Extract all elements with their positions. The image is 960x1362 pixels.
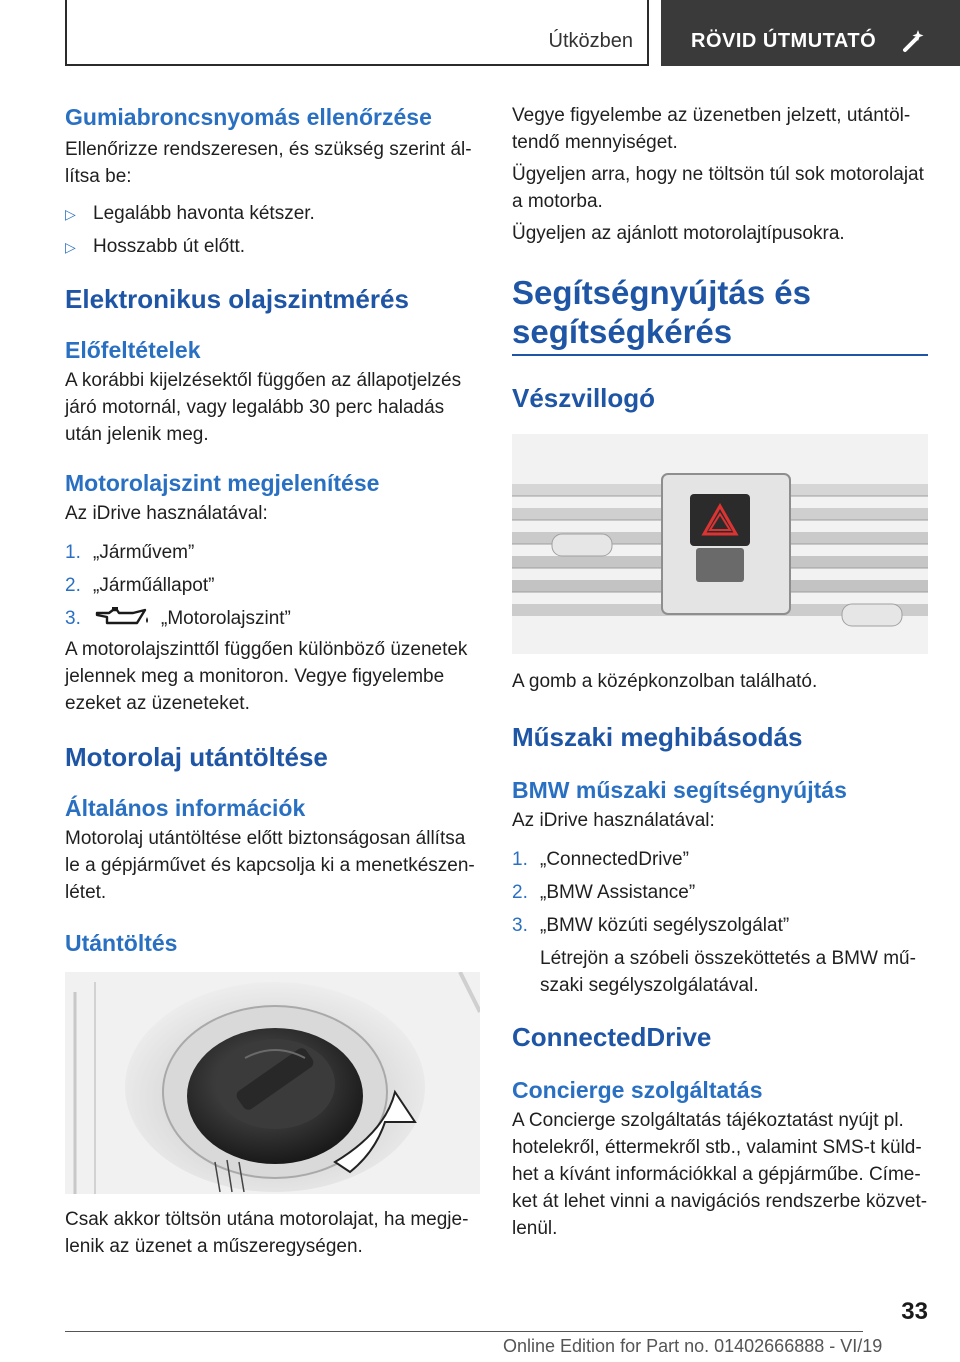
- page-number: 33: [901, 1298, 928, 1325]
- oil-type-text: Ügyeljen az ajánlott motorolajtípusokra.: [512, 223, 845, 244]
- refill-quantity-text: Vegye figyelembe az üzenetben jelzett, utántöl- tendő mennyiséget.: [512, 105, 911, 153]
- bmw-assist-heading: BMW műszaki segítségnyújtás: [512, 777, 847, 803]
- connected-drive-heading: ConnectedDrive: [512, 1022, 712, 1052]
- step-number: 2.: [65, 575, 81, 596]
- step-text: „Motorolajszint”: [161, 608, 291, 629]
- breakdown-heading: Műszaki meghibásodás: [512, 722, 803, 752]
- footer-rule: [65, 1331, 863, 1332]
- step-number: 3.: [512, 915, 528, 936]
- list-item: [65, 233, 480, 261]
- quick-guide-tab-label: RÖVID ÚTMUTATÓ: [691, 30, 877, 52]
- overfill-warning-text: Ügyeljen arra, hogy ne töltsön túl sok motorolajat a motorba.: [512, 164, 924, 212]
- help-heading: [512, 273, 928, 351]
- oil-filler-cap-drawing: [65, 972, 480, 1194]
- oil-display-text: A motorolajszinttől függően különböző üzenetek jelennek meg a monitoron. Vegye figyelembe ezeket az üzeneteket.: [65, 639, 468, 714]
- oil-refill-heading: Motorolaj utántöltése: [65, 742, 328, 772]
- list-item-text: Hosszabb út előtt.: [93, 236, 246, 257]
- header-frame: [65, 0, 649, 66]
- oil-can-icon: [93, 605, 151, 629]
- help-heading-line-2: segítségkérés: [512, 313, 733, 350]
- help-heading-line-1: Segítségnyújtás és: [512, 274, 811, 311]
- step-number: 2.: [512, 882, 528, 903]
- step-item: [512, 912, 928, 939]
- oil-filler-cap-image: [65, 972, 480, 1194]
- concierge-text: A Concierge szolgáltatás tájékoztatást nyújt pl. hotelekről, éttermekről stb., valamint SMS-t küld- het a kívánt információkkal a gépjárműbe. Címe- ket át lehet vinni a navigációs rendszerbe közvet- lenül.: [512, 1110, 928, 1239]
- step-number: 3.: [65, 608, 81, 629]
- quick-guide-tab[interactable]: [661, 0, 960, 66]
- step-item: [65, 605, 480, 632]
- right-column: [512, 102, 928, 1242]
- step-text: „BMW közúti segélyszolgálat”: [540, 915, 790, 936]
- hazard-caption: A gomb a középkonzolban található.: [512, 671, 818, 692]
- step-item: [512, 879, 928, 906]
- hazard-button-image: [512, 434, 928, 654]
- refilling-heading: Utántöltés: [65, 930, 178, 956]
- list-item: [65, 200, 480, 228]
- general-info-heading: Általános információk: [65, 795, 306, 821]
- step-number: 1.: [512, 849, 528, 870]
- heading-rule: [512, 354, 928, 356]
- step-text: „Járműállapot”: [93, 575, 215, 596]
- hazard-button-drawing: [512, 434, 928, 654]
- oil-level-heading: Elektronikus olajszintmérés: [65, 284, 409, 314]
- section-title: Útközben: [548, 30, 633, 52]
- oil-display-intro: Az iDrive használatával:: [65, 503, 268, 524]
- step-text: „Járművem”: [93, 542, 195, 563]
- oil-display-heading: Motorolajszint megjelenítése: [65, 470, 380, 496]
- step-item: [512, 846, 928, 873]
- tire-pressure-text: Ellenőrizze rendszeresen, és szükség szerint ál- lítsa be:: [65, 139, 472, 187]
- tire-pressure-heading: Gumiabroncsnyomás ellenőrzése: [65, 104, 432, 130]
- step-text: „BMW Assistance”: [540, 882, 696, 903]
- refilling-caption: Csak akkor töltsön utána motorolajat, ha megje- lenik az üzenet a műszeregységen.: [65, 1209, 469, 1257]
- edition-text: Online Edition for Part no. 01402666888 - VI/19: [503, 1336, 883, 1356]
- step-number: 1.: [65, 542, 81, 563]
- concierge-heading: Concierge szolgáltatás: [512, 1077, 763, 1103]
- step-item: [65, 539, 480, 566]
- magic-wand-icon: [901, 28, 927, 54]
- list-item-text: Legalább havonta kétszer.: [93, 203, 315, 224]
- triangle-bullet-icon: ▷: [65, 206, 76, 222]
- left-column: [65, 102, 480, 1260]
- bmw-assist-result: Létrejön a szóbeli összeköttetés a BMW mű- szaki segélyszolgálatával.: [540, 948, 916, 996]
- triangle-bullet-icon: ▷: [65, 239, 76, 255]
- bmw-assist-intro: Az iDrive használatával:: [512, 810, 715, 831]
- step-item: [65, 572, 480, 599]
- step-text: „ConnectedDrive”: [540, 849, 689, 870]
- hazard-lights-heading: Vészvillogó: [512, 383, 656, 413]
- preconditions-text: A korábbi kijelzésektől függően az állapotjelzés járó motornál, vagy legalább 30 perc haladás után jelenik meg.: [65, 370, 462, 445]
- preconditions-heading: Előfeltételek: [65, 337, 201, 363]
- general-info-text: Motorolaj utántöltése előtt biztonságosan állítsa le a gépjárművet és kapcsolja ki a menetkészen- létet.: [65, 828, 475, 903]
